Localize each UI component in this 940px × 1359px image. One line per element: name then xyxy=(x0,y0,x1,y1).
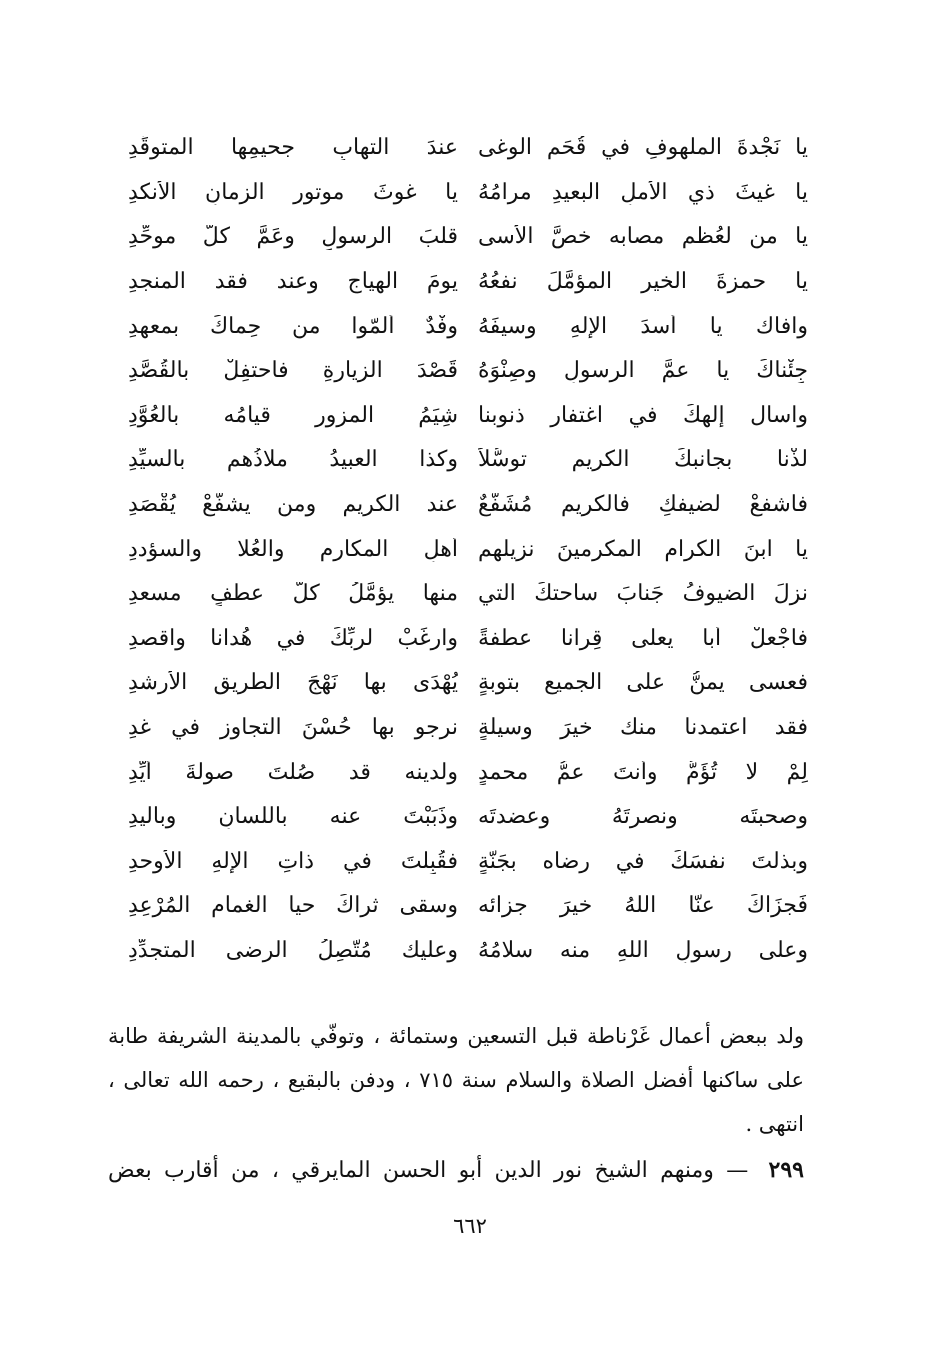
poem-verse xyxy=(128,304,808,349)
poem-verse xyxy=(128,349,808,394)
poem-verse xyxy=(128,260,808,305)
verse-second-hemistich: يُهْدَى بها نَهْجَ الطريقِ الأرشدِ xyxy=(128,671,458,696)
poem-verse xyxy=(128,661,808,706)
verse-second-hemistich: عندَ التهابِ جحيمِها المتوقِّدِ xyxy=(128,136,458,161)
poem-verse xyxy=(128,572,808,617)
verse-first-hemistich: وعلى رسولِ اللهِ منه سلامُهُ xyxy=(478,938,808,963)
verse-second-hemistich: وكذا العبيدُ ملاذُهم بالسيِّدِ xyxy=(128,448,458,473)
verse-second-hemistich: قلبَ الرسولِ وعَمَّ كلَّ موحِّدِ xyxy=(128,225,458,250)
verse-first-hemistich: واسأل إلهكَ في اغتفارِ ذنوبنا xyxy=(478,403,808,428)
poem-verse xyxy=(128,126,808,171)
verse-second-hemistich: قَصْدَ الزيارةِ فاحتفِلْ بالقُصَّدِ xyxy=(128,359,458,384)
verse-first-hemistich: فاشفعْ لضيفكِ فالكريمِ مُشَفَّعٌ xyxy=(478,492,808,517)
verse-first-hemistich: جِئْناكَ يا عمَّ الرسولِ وصِنْوَهُ xyxy=(478,359,808,384)
verse-second-hemistich: فقُبِلْتَ في ذاتِ الإلهِ الأوحدِ xyxy=(128,849,458,874)
poem-verse xyxy=(128,394,808,439)
verse-second-hemistich: وعليك مُتَّصِلُ الرضى المتجدِّدِ xyxy=(128,938,458,963)
verse-second-hemistich: شِيَمُ المزورِ قيامُه بالعُوَّدِ xyxy=(128,403,458,428)
poem-verse xyxy=(128,483,808,528)
verse-second-hemistich: نرجو بها حُسْنَ التجاوزِ في غدِ xyxy=(128,715,458,740)
biography-paragraph: ولد ببعض أعمال غَرْناطة قبل التسعين وستمائة ، وتوفّي بالمدينة الشريفة طابة على ساكنها أفضل الصلاة والسلام سنة ٧١٥ ، ودفن بالبقيع ، رحمه الله تعالى ، انتهى . xyxy=(108,1024,804,1136)
poem-verse xyxy=(128,750,808,795)
verse-second-hemistich: يا غوثَ موتورِ الزمانِ الأنكدِ xyxy=(128,180,458,205)
verse-second-hemistich: أهلِ المكارمِ والعُلا والسؤددِ xyxy=(128,537,458,562)
verse-first-hemistich: لُذْنا بجانبكَ الكريمِ توسُّلاً xyxy=(478,448,808,473)
verse-first-hemistich: وافاك يا أسدَ الإلهِ وسيفَهُ xyxy=(478,314,808,339)
verse-first-hemistich: وصحبتَه ونصرتَهُ وعضدتَه xyxy=(478,805,808,830)
page-number: ٦٦٢ xyxy=(453,1214,487,1238)
verse-first-hemistich: يا غيثَ ذي الأملِ البعيدِ مرامُهُ xyxy=(478,180,808,205)
verse-second-hemistich: ولدينه قد صُلْتَ صولةَ أيِّدِ xyxy=(128,760,458,785)
poem-verse xyxy=(128,840,808,885)
verse-second-hemistich: وسقى ثراكَ حيا الغمامِ المُرْعِدِ xyxy=(128,894,458,919)
verse-second-hemistich: منها يؤمَّلُ كلُّ عطفٍ مسعدِ xyxy=(128,582,458,607)
poem-verse xyxy=(128,706,808,751)
entry-text: — ومنهم الشيخ نور الدين أبو الحسن المايرقي ، من أقارب بعض xyxy=(108,1158,749,1183)
entry-number: ٢٩٩ xyxy=(768,1157,804,1183)
verse-first-hemistich: لِمْ لا تُؤَمُّ وأنتَ عمُّ محمدٍ xyxy=(478,760,808,785)
poem-verse xyxy=(128,795,808,840)
poem-verse xyxy=(128,929,808,974)
verse-second-hemistich: وذَبَبْتَ عنه باللسانِ وباليدِ xyxy=(128,805,458,830)
entry-heading xyxy=(108,1150,804,1191)
verse-second-hemistich: عند الكريمِ ومن يشفَّعْ يُقْصَدِ xyxy=(128,492,458,517)
verse-first-hemistich: نزلَ الضيوفُ جَنابَ ساحتكَ التي xyxy=(478,582,808,607)
poem-verse xyxy=(128,527,808,572)
verse-first-hemistich: فقد اعتمدنا منك خيرَ وسيلةٍ xyxy=(478,715,808,740)
verse-first-hemistich: يا نَجْدةَ الملهوفِ في قُحَمِ الوغى xyxy=(478,136,808,161)
verse-first-hemistich: يا ابنَ الكرامِ المكرمينَ نزيلهم xyxy=(478,537,808,562)
poem-verse xyxy=(128,438,808,483)
verse-first-hemistich: فعسى يمنُّ على الجميعِ بتوبةٍ xyxy=(478,671,808,696)
verse-first-hemistich: فَجزَاكَ عنّا اللهُ خيرَ جزائه xyxy=(478,894,808,919)
poem-verse xyxy=(128,617,808,662)
verse-first-hemistich: وبذلتَ نفسَكَ في رضاه بجَنَّةٍ xyxy=(478,849,808,874)
poem-verse xyxy=(128,171,808,216)
verse-first-hemistich: يا من لعُظْمِ مصابه خصَّ الأسى xyxy=(478,225,808,250)
poem-block xyxy=(128,126,808,973)
poem-verse xyxy=(128,215,808,260)
verse-first-hemistich: فاجْعلْ أبا يعلى قِرانا عطفةً xyxy=(478,626,808,651)
poem-verse xyxy=(128,884,808,929)
verse-second-hemistich: يومَ الهياجِ وعند فقد المنجدِ xyxy=(128,269,458,294)
verse-second-hemistich: وفْدٌ أَلَمّوا من حِماكَ بمعهدِ xyxy=(128,314,458,339)
verse-first-hemistich: يا حمزةَ الخيرِ المؤمَّلَ نفعُهُ xyxy=(478,269,808,294)
verse-second-hemistich: وارغَبْ لربِّكَ في هُدانا واقصدِ xyxy=(128,626,458,651)
